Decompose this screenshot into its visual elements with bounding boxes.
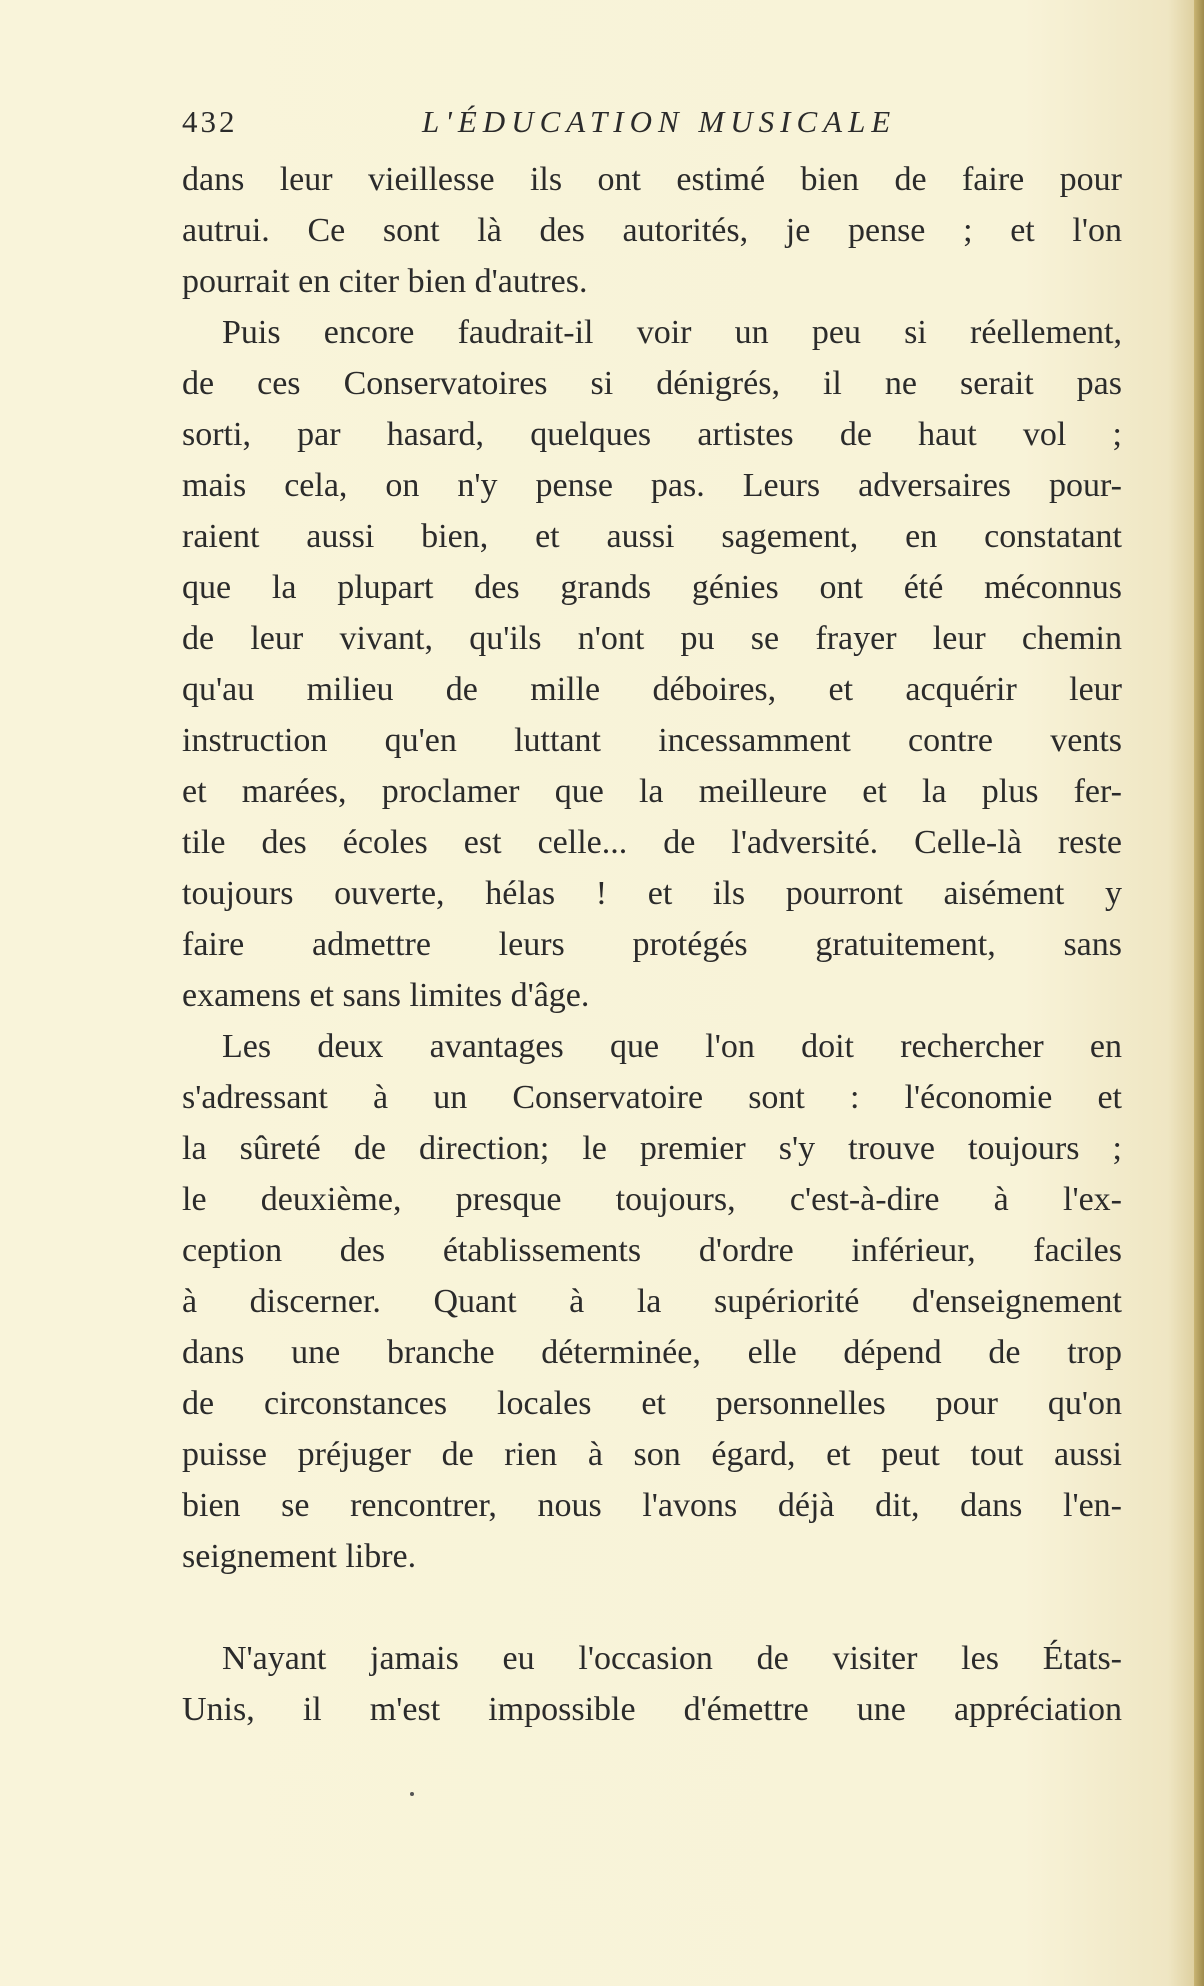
text-line: la sûreté de direction; le premier s'y trouve toujours ; (182, 1130, 1122, 1167)
text-line: puisse préjuger de rien à son égard, et peut tout aussi (182, 1436, 1122, 1473)
text-line: qu'au milieu de mille déboires, et acquérir leur (182, 671, 1122, 708)
text-line: examens et sans limites d'âge. (182, 977, 590, 1014)
text-line: de ces Conservatoires si dénigrés, il ne serait pas (182, 365, 1122, 402)
text-line: mais cela, on n'y pense pas. Leurs adversaires pour- (182, 467, 1122, 504)
text-line: instruction qu'en luttant incessamment contre vents (182, 722, 1122, 759)
text-line: autrui. Ce sont là des autorités, je pense ; et l'on (182, 212, 1122, 249)
page-edge (1194, 0, 1204, 1986)
page-number: 432 (182, 104, 238, 139)
text-line: tile des écoles est celle... de l'adversité. Celle-là reste (182, 824, 1122, 861)
running-title: L'ÉDUCATION MUSICALE (422, 104, 897, 139)
text-line: N'ayant jamais eu l'occasion de visiter les États- (222, 1640, 1122, 1677)
text-line: s'adressant à un Conservatoire sont : l'économie et (182, 1079, 1122, 1116)
text-line: et marées, proclamer que la meilleure et la plus fer- (182, 773, 1122, 810)
text-line: de leur vivant, qu'ils n'ont pu se frayer leur chemin (182, 620, 1122, 657)
page-header (182, 104, 1122, 144)
text-line: le deuxième, presque toujours, c'est-à-dire à l'ex- (182, 1181, 1122, 1218)
text-line: faire admettre leurs protégés gratuitement, sans (182, 926, 1122, 963)
ink-speck (410, 1792, 414, 1796)
text-line: dans une branche déterminée, elle dépend de trop (182, 1334, 1122, 1371)
text-line: seignement libre. (182, 1538, 417, 1575)
text-line: Unis, il m'est impossible d'émettre une appréciation (182, 1691, 1122, 1728)
text-line: raient aussi bien, et aussi sagement, en constatant (182, 518, 1122, 555)
text-line: bien se rencontrer, nous l'avons déjà dit, dans l'en- (182, 1487, 1122, 1524)
text-line: à discerner. Quant à la supériorité d'enseignement (182, 1283, 1122, 1320)
text-line: dans leur vieillesse ils ont estimé bien de faire pour (182, 161, 1122, 198)
text-line: Les deux avantages que l'on doit rechercher en (222, 1028, 1122, 1065)
text-line: Puis encore faudrait-il voir un peu si réellement, (222, 314, 1122, 351)
paragraph-gap (182, 1582, 1122, 1633)
text-line: ception des établissements d'ordre inférieur, faciles (182, 1232, 1122, 1269)
text-line: pourrait en citer bien d'autres. (182, 263, 588, 300)
body-text (182, 154, 1122, 1735)
text-line: sorti, par hasard, quelques artistes de haut vol ; (182, 416, 1122, 453)
text-line: toujours ouverte, hélas ! et ils pourront aisément y (182, 875, 1122, 912)
text-line: que la plupart des grands génies ont été méconnus (182, 569, 1122, 606)
text-line: de circonstances locales et personnelles pour qu'on (182, 1385, 1122, 1422)
